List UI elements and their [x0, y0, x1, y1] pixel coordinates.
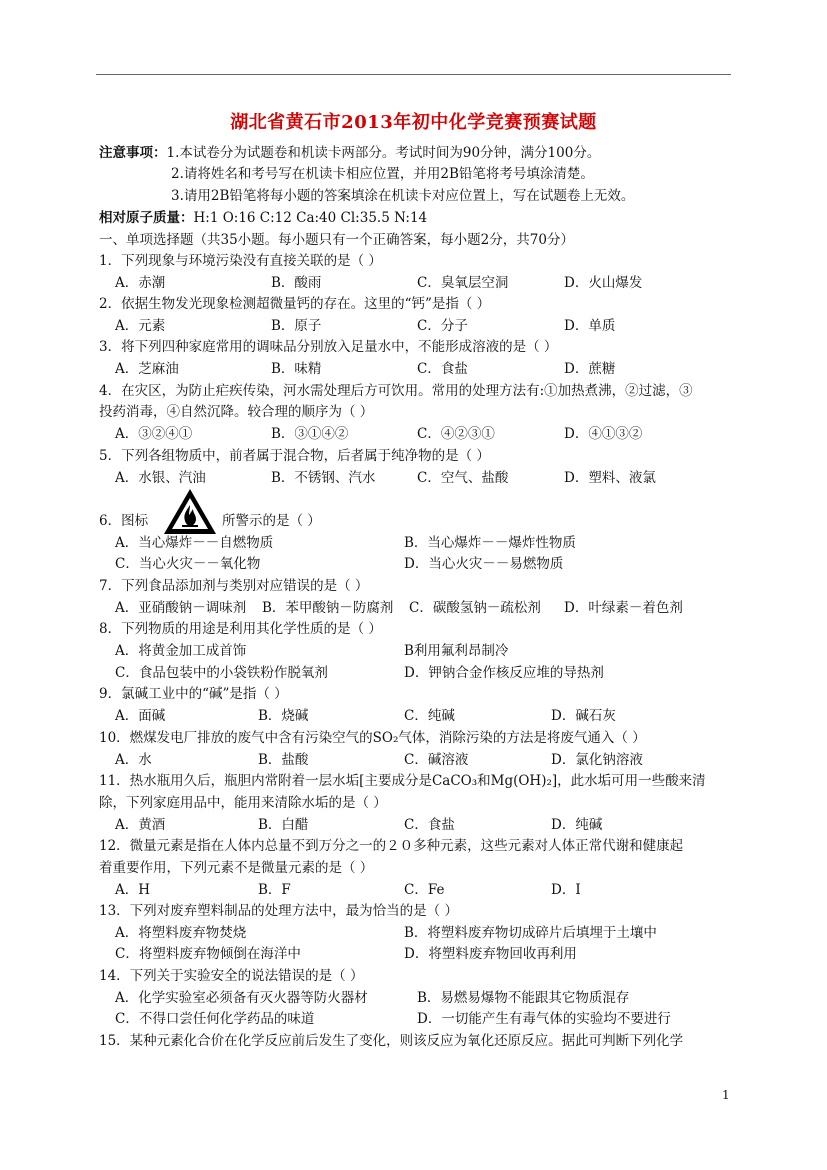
q1-option-a: A．赤潮	[115, 275, 166, 291]
q14-option-c: C．不得口尝任何化学药品的味道	[115, 1011, 315, 1027]
atomic-mass-line	[99, 209, 427, 227]
q5-option-c: C．空气、盐酸	[417, 470, 509, 486]
q11-option-c: C．食盐	[404, 817, 455, 833]
q7-option-d: D．叶绿素－着色剂	[564, 600, 683, 616]
q3-option-a: A．芝麻油	[115, 361, 179, 377]
q10-option-b: B．盐酸	[258, 752, 309, 768]
q11-option-a: A．黄酒	[115, 817, 166, 833]
q14-option-a: A．化学实验室必须备有灭火器等防火器材	[115, 990, 368, 1006]
q4-option-b: B．③①④②	[271, 426, 349, 442]
notes-item-1: 1.本试卷分为试题卷和机读卡两部分。考试时间为90分钟，满分100分。	[166, 145, 601, 161]
q14-option-b: B．易燃易爆物不能跟其它物质混存	[417, 990, 630, 1006]
page-title: 湖北省黄石市2013年初中化学竞赛预赛试题	[230, 112, 597, 133]
question-4-stem-1: 4．在灾区，为防止疟疾传染，河水需处理后方可饮用。常用的处理方法有:①加热煮沸，②过滤，③	[99, 383, 693, 399]
q13-option-a: A．将塑料废弃物焚烧	[115, 925, 247, 941]
question-9-stem: 9．氯碱工业中的“碱”是指（ ）	[99, 686, 288, 702]
q14-option-d: D．一切能产生有毒气体的实验均不要进行	[417, 1011, 671, 1027]
q1-option-c: C．臭氧层空洞	[417, 275, 509, 291]
question-8-stem: 8．下列物质的用途是利用其化学性质的是（ ）	[99, 621, 382, 637]
q2-option-c: C．分子	[417, 318, 468, 334]
atomic-mass-label: 相对原子质量：	[99, 210, 194, 226]
q5-option-b: B．不锈钢、汽水	[271, 470, 376, 486]
q6-option-c: C．当心火灾－－氧化物	[115, 556, 261, 572]
q1-option-d: D．火山爆发	[564, 275, 643, 291]
q7-option-a: A．亚硝酸钠－调味剂	[115, 600, 247, 616]
q7-option-c: C．碳酸氢钠－疏松剂	[409, 600, 541, 616]
question-12-stem-2: 着重要作用，下列元素不是微量元素的是（ ）	[99, 860, 374, 876]
section-heading: 一、单项选择题（共35小题。每小题只有一个正确答案，每小题2分，共70分）	[99, 232, 574, 248]
q4-option-c: C．④②③①	[417, 426, 495, 442]
q13-option-c: C．将塑料废弃物倾倒在海洋中	[115, 946, 301, 962]
question-7-stem: 7．下列食品添加剂与类别对应错误的是（ ）	[99, 578, 369, 594]
flammable-warning-icon	[162, 487, 218, 537]
notes-line-1	[99, 144, 600, 162]
q1-option-b: B．酸雨	[271, 275, 322, 291]
q4-option-d: D．④①③②	[564, 426, 643, 442]
q11-option-b: B．白醋	[258, 817, 309, 833]
question-4-stem-2: 投药消毒，④自然沉降。较合理的顺序为（ ）	[99, 404, 374, 420]
q10-option-c: C．碱溶液	[404, 752, 469, 768]
question-11-stem-1: 11．热水瓶用久后，瓶胆内常附着一层水垢[主要成分是CaCO₃和Mg(OH)₂]，此水垢可用一些酸来清	[99, 773, 706, 789]
q6-option-b: B．当心爆炸－－爆炸性物质	[404, 535, 576, 551]
notes-item-3: 3.请用2B铅笔将每小题的答案填涂在机读卡对应位置上，写在试题卷上无效。	[171, 188, 635, 204]
q3-option-c: C．食盐	[417, 361, 468, 377]
notes-item-2: 2.请将姓名和考号写在机读卡相应位置，并用2B铅笔将考号填涂清楚。	[171, 166, 594, 182]
q3-option-b: B．味精	[271, 361, 322, 377]
q8-option-d: D．钾钠合金作核反应堆的导热剂	[404, 665, 604, 681]
q8-option-a: A．将黄金加工成首饰	[115, 643, 247, 659]
q9-option-b: B．烧碱	[258, 708, 309, 724]
q12-option-b: B．F	[258, 882, 291, 898]
q8-option-b: B利用氟利昂制冷	[404, 643, 509, 659]
q13-option-d: D．将塑料废弃物回收再利用	[404, 946, 577, 962]
q4-option-a: A．③②④①	[115, 426, 193, 442]
question-2-stem: 2．依据生物发光现象检测超微量钙的存在。这里的“钙”是指（ ）	[99, 296, 491, 312]
q9-option-d: D．碱石灰	[551, 708, 616, 724]
q12-option-d: D．I	[551, 882, 581, 898]
question-6-stem-pre: 6．图标	[99, 513, 149, 529]
notes-label: 注意事项：	[99, 145, 167, 161]
question-1-stem: 1．下列现象与环境污染没有直接关联的是（ ）	[99, 253, 382, 269]
q2-option-a: A．元素	[115, 318, 166, 334]
q6-option-d: D．当心火灾－－易燃物质	[404, 556, 564, 572]
q10-option-a: A．水	[115, 752, 152, 768]
q6-option-a: A．当心爆炸－－自燃物质	[115, 535, 274, 551]
question-5-stem: 5．下列各组物质中，前者属于混合物，后者属于纯净物的是（ ）	[99, 448, 490, 464]
question-6-stem-post: 所警示的是（ ）	[222, 513, 321, 529]
q3-option-d: D．蔗糖	[564, 361, 616, 377]
q13-option-b: B．将塑料废弃物切成碎片后填埋于土壤中	[404, 925, 657, 941]
question-15-stem: 15．某种元素化合价在化学反应前后发生了变化，则该反应为氧化还原反应。据此可判断下列化学	[99, 1033, 684, 1049]
q8-option-c: C．食品包装中的小袋铁粉作脱氧剂	[115, 665, 328, 681]
question-10-stem: 10．燃煤发电厂排放的废气中含有污染空气的SO₂气体，消除污染的方法是将废气通入（ ）	[99, 730, 646, 746]
question-13-stem: 13．下列对废弃塑料制品的处理方法中，最为恰当的是（ ）	[99, 903, 458, 919]
q10-option-d: D．氯化钠溶液	[551, 752, 643, 768]
q5-option-a: A．水银、汽油	[115, 470, 206, 486]
question-11-stem-2: 除，下列家庭用品中，能用来清除水垢的是（ ）	[99, 795, 387, 811]
q9-option-a: A．面碱	[115, 708, 166, 724]
q11-option-d: D．纯碱	[551, 817, 603, 833]
question-14-stem: 14．下列关于实验安全的说法错误的是（ ）	[99, 968, 364, 984]
q12-option-a: A．H	[115, 882, 151, 898]
header-rule	[96, 74, 731, 75]
question-12-stem-1: 12．微量元素是指在人体内总量不到万分之一的２０多种元素，这些元素对人体正常代谢和健康起	[99, 838, 684, 854]
q2-option-b: B．原子	[271, 318, 322, 334]
q12-option-c: C．Fe	[404, 882, 445, 898]
q5-option-d: D．塑料、液氯	[564, 470, 656, 486]
q9-option-c: C．纯碱	[404, 708, 455, 724]
page-number: 1	[722, 1088, 730, 1102]
question-3-stem: 3．将下列四种家庭常用的调味品分别放入足量水中，不能形成溶液的是（ ）	[99, 339, 558, 355]
q7-option-b: B．苯甲酸钠－防腐剂	[262, 600, 394, 616]
q2-option-d: D．单质	[564, 318, 616, 334]
atomic-mass-values: H:1 O:16 C:12 Ca:40 Cl:35.5 N:14	[193, 210, 428, 226]
